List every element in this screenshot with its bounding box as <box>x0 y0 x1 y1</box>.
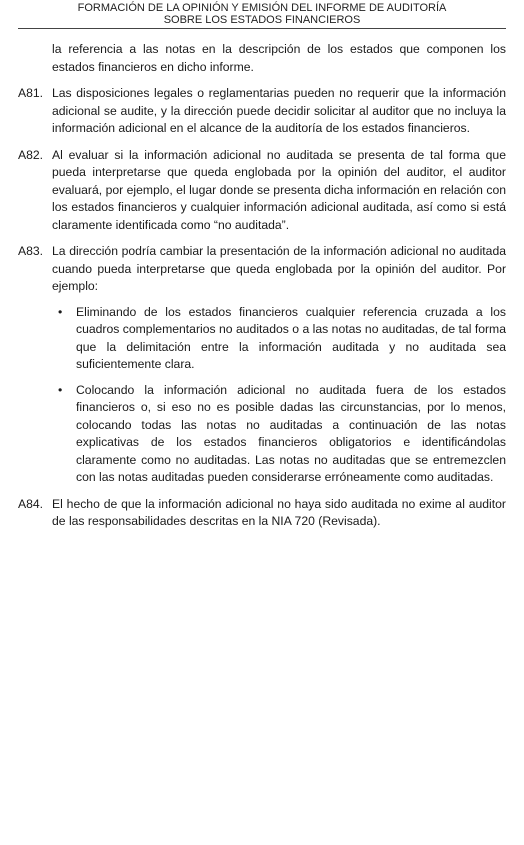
bullet-item <box>18 304 506 374</box>
running-header <box>0 2 524 26</box>
header-line-2: SOBRE LOS ESTADOS FINANCIEROS <box>163 14 361 26</box>
paragraph-number: A84. <box>18 496 44 511</box>
bullet-item <box>18 382 506 487</box>
bullet-marker: • <box>58 304 63 319</box>
bullet-text: Colocando la información adicional no auditada fuera de los estados financieros o, si eso no es posible dadas las circunstancias, por lo menos, colocando todas las notas no auditadas a continuación de las notas explicativas de los estados financieros obligatorios e identificándolas claramente como no auditadas. Las notas no auditadas que se entremezclen con las notas auditadas pueden considerarse erróneamente como auditadas. <box>76 382 506 484</box>
bullet-list <box>18 304 506 487</box>
continuation-text: la referencia a las notas en la descripción de los estados que componen los estados financieros en dicho informe. <box>52 42 506 74</box>
paragraph-text: Al evaluar si la información adicional no auditada se presenta de tal forma que pueda interpretarse que queda englobada por la opinión del auditor, el auditor evaluará, por ejemplo, el lugar donde se presenta dicha información en relación con los estados financieros y cualquier información adicional auditada, así como si está claramente identificada como “no auditada”. <box>52 147 506 232</box>
document-body <box>18 41 506 531</box>
paragraph-a82 <box>18 147 506 235</box>
paragraph-a81 <box>18 85 506 138</box>
header-line-1: FORMACIÓN DE LA OPINIÓN Y EMISIÓN DEL INFORME DE AUDITORÍA <box>77 2 447 14</box>
header-divider <box>18 28 506 29</box>
paragraph-number: A81. <box>18 86 44 100</box>
paragraph-text: La dirección podría cambiar la presentación de la información adicional no auditada cuando pueda interpretarse que queda englobada por la opinión del auditor. Por ejemplo: <box>52 244 506 293</box>
continuation-paragraph <box>18 41 506 76</box>
paragraph-number: A83. <box>18 244 44 258</box>
paragraph-text: El hecho de que la información adicional no haya sido auditada no exime al auditor de las responsabilidades descritas en la NIA 720 (Revisada). <box>52 496 506 528</box>
paragraph-a83 <box>18 243 506 296</box>
bullet-text: Eliminando de los estados financieros cualquier referencia cruzada a los cuadros complementarios no auditados o a las notas no auditadas, de tal forma que la delimitación entre la información auditada y no auditada sea suficientemente clara. <box>76 304 506 371</box>
paragraph-text: Las disposiciones legales o reglamentarias pueden no requerir que la información adicional se audite, y la dirección puede decidir solicitar al auditor que no incluya la información adicional en el alcance de la auditoría de los estados financieros. <box>52 86 506 135</box>
paragraph-a84 <box>18 496 506 531</box>
bullet-marker: • <box>58 382 63 397</box>
paragraph-number: A82. <box>18 147 44 162</box>
